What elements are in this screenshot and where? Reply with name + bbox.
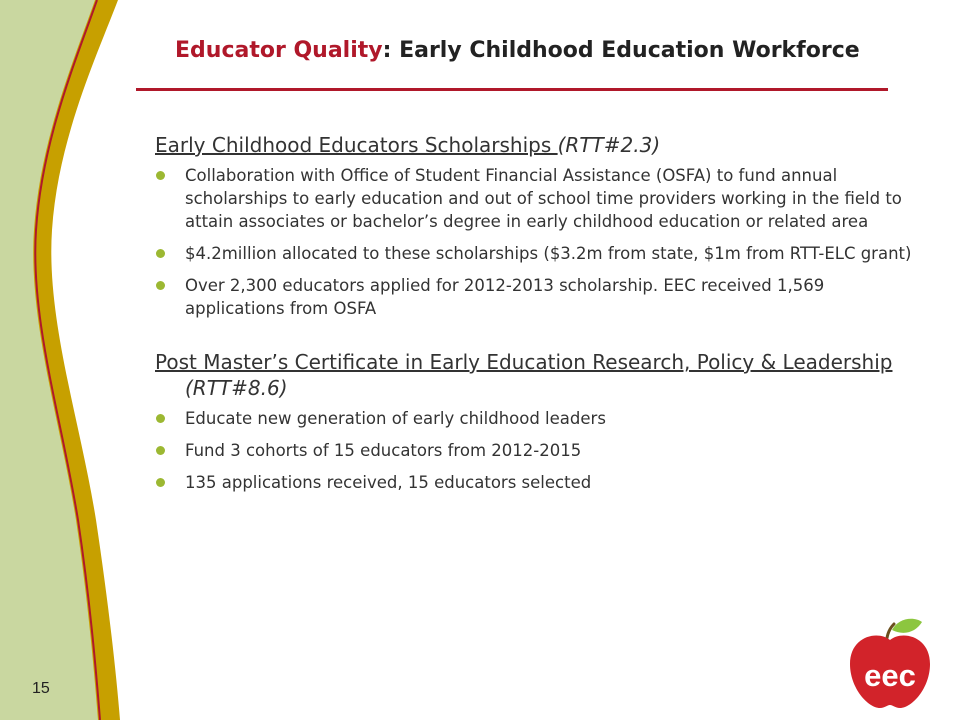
bullet-text: Over 2,300 educators applied for 2012-2013 scholarship. EEC received 1,569 applications from OSFA [185, 276, 825, 318]
title-rest: : Early Childhood Education Workforce [382, 38, 860, 63]
bullet-dot-icon [156, 446, 165, 455]
bullet-text: Educate new generation of early childhood leaders [185, 409, 606, 428]
bullet-text: Fund 3 cohorts of 15 educators from 2012-2015 [185, 441, 582, 460]
bullet-item [155, 274, 915, 320]
section-heading-title: Post Master’s Certificate in Early Education Research, Policy & Leadership [155, 350, 893, 374]
slide-title [175, 38, 860, 63]
bullet-dot-icon [156, 478, 165, 487]
section-heading-title: Early Childhood Educators Scholarships [155, 133, 558, 157]
bullet-item [155, 164, 915, 233]
section-post-masters [155, 349, 915, 494]
bullet-dot-icon [156, 171, 165, 180]
slide-number: 15 [32, 680, 50, 697]
logo-text: eec [864, 658, 916, 693]
bullet-item [155, 407, 915, 430]
slide-content [155, 132, 915, 503]
section-scholarships [155, 132, 915, 320]
bullet-text: Collaboration with Office of Student Financial Assistance (OSFA) to fund annual scholarships to early education and out of school time providers working in the field to attain associates or bachelor’s degree in early childhood education or related area [185, 166, 902, 231]
bullet-text: $4.2million allocated to these scholarships ($3.2m from state, $1m from RTT-ELC grant) [185, 244, 912, 263]
section-heading [155, 349, 915, 401]
decorative-side-wave [0, 0, 160, 720]
logo-stem [887, 624, 894, 638]
bullet-dot-icon [156, 281, 165, 290]
logo-leaf [892, 619, 922, 633]
section-heading-ref: (RTT#8.6) [185, 376, 288, 400]
bullet-dot-icon [156, 414, 165, 423]
bullet-list [155, 164, 915, 320]
bullet-item [155, 471, 915, 494]
bullet-text: 135 applications received, 15 educators selected [185, 473, 592, 492]
bullet-list [155, 407, 915, 494]
section-heading [155, 132, 915, 158]
title-underline-rule [136, 88, 888, 91]
bullet-dot-icon [156, 249, 165, 258]
eec-apple-logo-icon [842, 616, 938, 712]
title-accent: Educator Quality [175, 38, 383, 63]
bullet-item [155, 242, 915, 265]
bullet-item [155, 439, 915, 462]
section-heading-ref: (RTT#2.3) [557, 133, 661, 157]
